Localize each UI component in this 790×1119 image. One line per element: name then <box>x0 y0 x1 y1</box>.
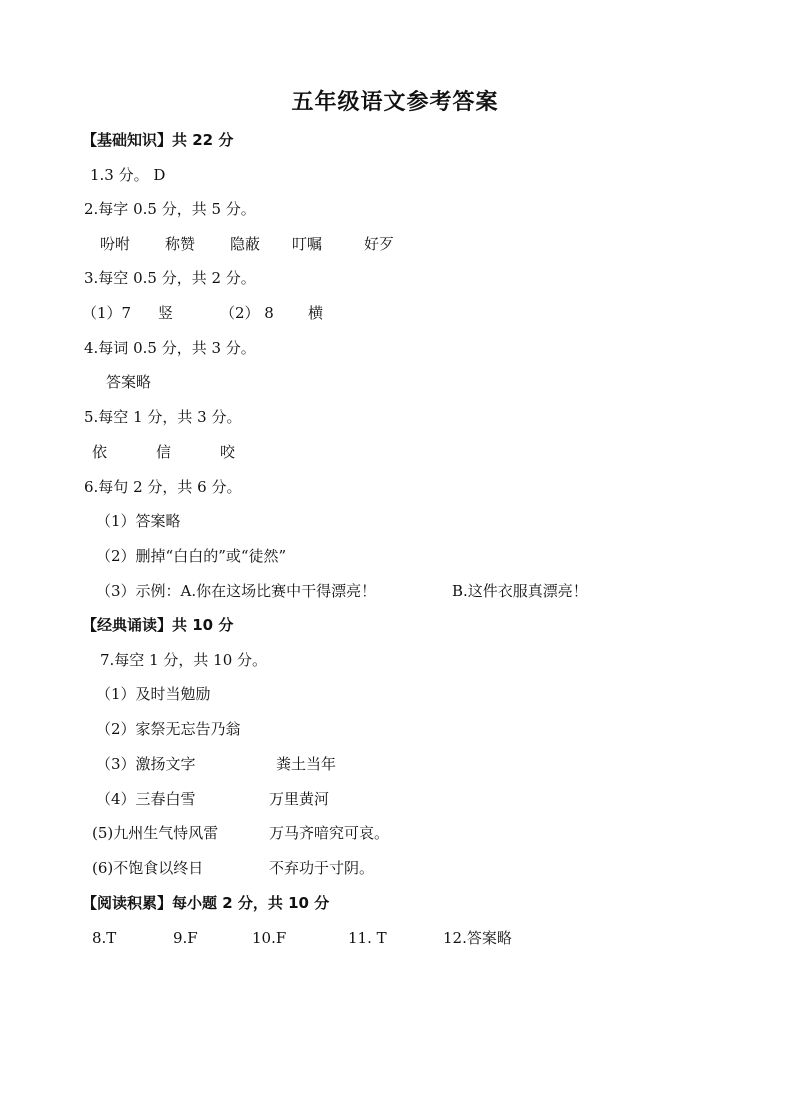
section-heading-classics: 【经典诵读】共 10 分 <box>82 616 234 634</box>
answer-q11: 11. T <box>348 929 387 947</box>
answer-q2-word: 称赞 <box>165 235 196 253</box>
answer-q12: 12.答案略 <box>443 929 512 947</box>
section-heading-basics: 【基础知识】共 22 分 <box>82 131 234 149</box>
answer-q7-4: （4）三春白雪 <box>96 790 196 808</box>
answer-q7-3b: 粪土当年 <box>276 755 337 773</box>
answer-q7-2: （2）家祭无忘告乃翁 <box>96 720 241 738</box>
answer-q7-6: (6)不饱食以终日 <box>92 859 204 877</box>
answer-q6-1: （1）答案略 <box>96 512 181 530</box>
answer-q3-2: （2） 8 <box>220 304 274 322</box>
answer-q5-char: 咬 <box>220 443 236 461</box>
rule-q6: 6.每句 2 分，共 6 分。 <box>84 478 242 496</box>
answer-q4: 答案略 <box>106 373 152 391</box>
answer-q6-2: （2）删掉“白白的”或“徒然” <box>96 547 287 565</box>
answer-q3-1b: 竖 <box>158 304 174 322</box>
answer-q7-1: （1）及时当勉励 <box>96 685 211 703</box>
answer-q6-3: （3）示例：A.你在这场比赛中干得漂亮！ <box>96 582 377 600</box>
rule-q2: 2.每字 0.5 分，共 5 分。 <box>84 200 256 218</box>
answer-q10: 10.F <box>252 929 287 947</box>
rule-q3: 3.每空 0.5 分，共 2 分。 <box>84 269 256 287</box>
answer-q7-4b: 万里黄河 <box>269 790 330 808</box>
answer-q9: 9.F <box>173 929 198 947</box>
answer-q6-3b: B.这件衣服真漂亮！ <box>452 582 588 600</box>
answer-q5-char: 依 <box>92 443 108 461</box>
rule-q4: 4.每词 0.5 分，共 3 分。 <box>84 339 256 357</box>
answer-q7-5: (5)九州生气恃风雷 <box>92 824 219 842</box>
answer-q2-word: 好歹 <box>364 235 395 253</box>
answer-q2-word: 叮嘱 <box>292 235 323 253</box>
rule-q5: 5.每空 1 分，共 3 分。 <box>84 408 242 426</box>
answer-q7-5b: 万马齐喑究可哀。 <box>269 824 390 842</box>
answer-q3-2b: 横 <box>308 304 324 322</box>
page-title: 五年级语文参考答案 <box>291 89 499 115</box>
answer-q2-word: 隐蔽 <box>230 235 261 253</box>
answer-q2-word: 吩咐 <box>100 235 131 253</box>
section-heading-reading: 【阅读积累】每小题 2 分，共 10 分 <box>82 894 330 912</box>
answer-q8: 8.T <box>92 929 117 947</box>
answer-q5-char: 信 <box>156 443 172 461</box>
answer-q7-3: （3）激扬文字 <box>96 755 196 773</box>
answer-q7-6b: 不弃功于寸阴。 <box>269 859 375 877</box>
answer-q1: 1.3 分。 D <box>90 166 166 184</box>
answer-q3-1: （1）7 <box>82 304 132 322</box>
rule-q7: 7.每空 1 分，共 10 分。 <box>100 651 268 669</box>
